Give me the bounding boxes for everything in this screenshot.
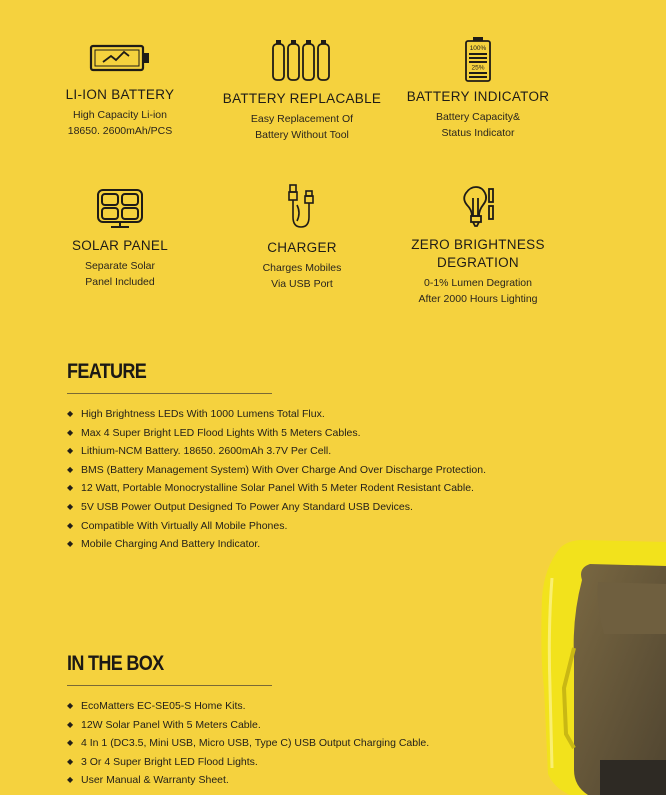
bullet-icon: ◆: [67, 483, 74, 493]
feature-description: Easy Replacement Of Battery Without Tool: [250, 113, 354, 141]
in-the-box-heading: IN THE BOX: [67, 652, 164, 675]
feature-title: LI-ION BATTERY: [65, 87, 175, 102]
level-100-label: 100%: [469, 45, 487, 52]
list-item: ◆ 5V USB Power Output Designed To Power Any Standard USB Devices.: [67, 498, 486, 517]
in-the-box-list: [67, 697, 429, 790]
bullet-icon: ◆: [67, 446, 74, 456]
product-device-image: [538, 538, 666, 795]
bulb-icon: [458, 186, 498, 230]
feature-description: Separate Solar Panel Included: [84, 260, 156, 288]
list-item: ◆ EcoMatters EC-SE05-S Home Kits.: [67, 697, 429, 716]
level-25-label: 25%: [471, 64, 485, 72]
bullet-icon: ◆: [67, 756, 74, 766]
bullet-icon: ◆: [67, 520, 74, 530]
feature-solar-panel: [30, 187, 210, 290]
list-item: ◆ 12W Solar Panel With 5 Meters Cable.: [67, 716, 429, 735]
list-item: ◆ User Manual & Warranty Sheet.: [67, 771, 429, 790]
feature-battery-replacable: [212, 38, 392, 143]
feature-description: Charges Mobiles Via USB Port: [262, 262, 342, 290]
bullet-icon: ◆: [67, 738, 74, 748]
feature-title: ZERO BRIGHTNESS DEGRATION: [411, 237, 545, 270]
battery-indicator-icon: [463, 36, 493, 82]
feature-divider: [67, 393, 272, 394]
bullet-icon: ◆: [67, 501, 74, 511]
bullet-icon: ◆: [67, 539, 74, 549]
feature-description: High Capacity Li-ion 18650. 2600mAh/PCS: [67, 109, 173, 137]
list-item: ◆ 12 Watt, Portable Monocrystalline Solar Panel With 5 Meter Rodent Resistant Cable.: [67, 479, 486, 498]
feature-title: BATTERY INDICATOR: [406, 89, 550, 104]
feature-heading: FEATURE: [67, 360, 147, 383]
bullet-icon: ◆: [67, 775, 74, 785]
list-item: ◆ Mobile Charging And Battery Indicator.: [67, 535, 486, 554]
feature-battery-indicator: [388, 36, 568, 141]
bullet-icon: ◆: [67, 427, 74, 437]
bullet-icon: ◆: [67, 409, 74, 418]
bullet-icon: ◆: [67, 701, 74, 710]
list-item: ◆ 4 In 1 (DC3.5, Mini USB, Micro USB, Type C) USB Output Charging Cable.: [67, 734, 429, 753]
feature-charger: [212, 183, 392, 292]
bullet-icon: ◆: [67, 719, 74, 729]
list-item: ◆ 3 Or 4 Super Bright LED Flood Lights.: [67, 753, 429, 772]
replaceable-cells-icon: [270, 38, 334, 82]
usb-charger-icon: [285, 183, 319, 231]
list-item: ◆ Max 4 Super Bright LED Flood Lights With 5 Meters Cables.: [67, 424, 486, 443]
list-item: ◆ Lithium-NCM Battery. 18650. 2600mAh 3.7V Per Cell.: [67, 442, 486, 461]
feature-description: 0-1% Lumen Degration After 2000 Hours Lighting: [418, 277, 538, 305]
list-item: ◆ BMS (Battery Management System) With Over Charge And Over Discharge Protection.: [67, 461, 486, 480]
feature-li-ion-battery: [30, 38, 210, 139]
in-the-box-divider: [67, 685, 272, 686]
feature-title: CHARGER: [267, 240, 337, 255]
bullet-icon: ◆: [67, 464, 74, 474]
battery-icon: [89, 38, 151, 78]
feature-zero-brightness-degration: [388, 186, 568, 307]
feature-title: SOLAR PANEL: [71, 238, 169, 253]
feature-list: [67, 405, 486, 554]
feature-title: BATTERY REPLACABLE: [222, 91, 382, 106]
list-item: ◆ Compatible With Virtually All Mobile Phones.: [67, 517, 486, 536]
list-item: ◆ High Brightness LEDs With 1000 Lumens Total Flux.: [67, 405, 486, 424]
solar-panel-icon: [95, 187, 145, 229]
feature-description: Battery Capacity& Status Indicator: [435, 111, 521, 139]
